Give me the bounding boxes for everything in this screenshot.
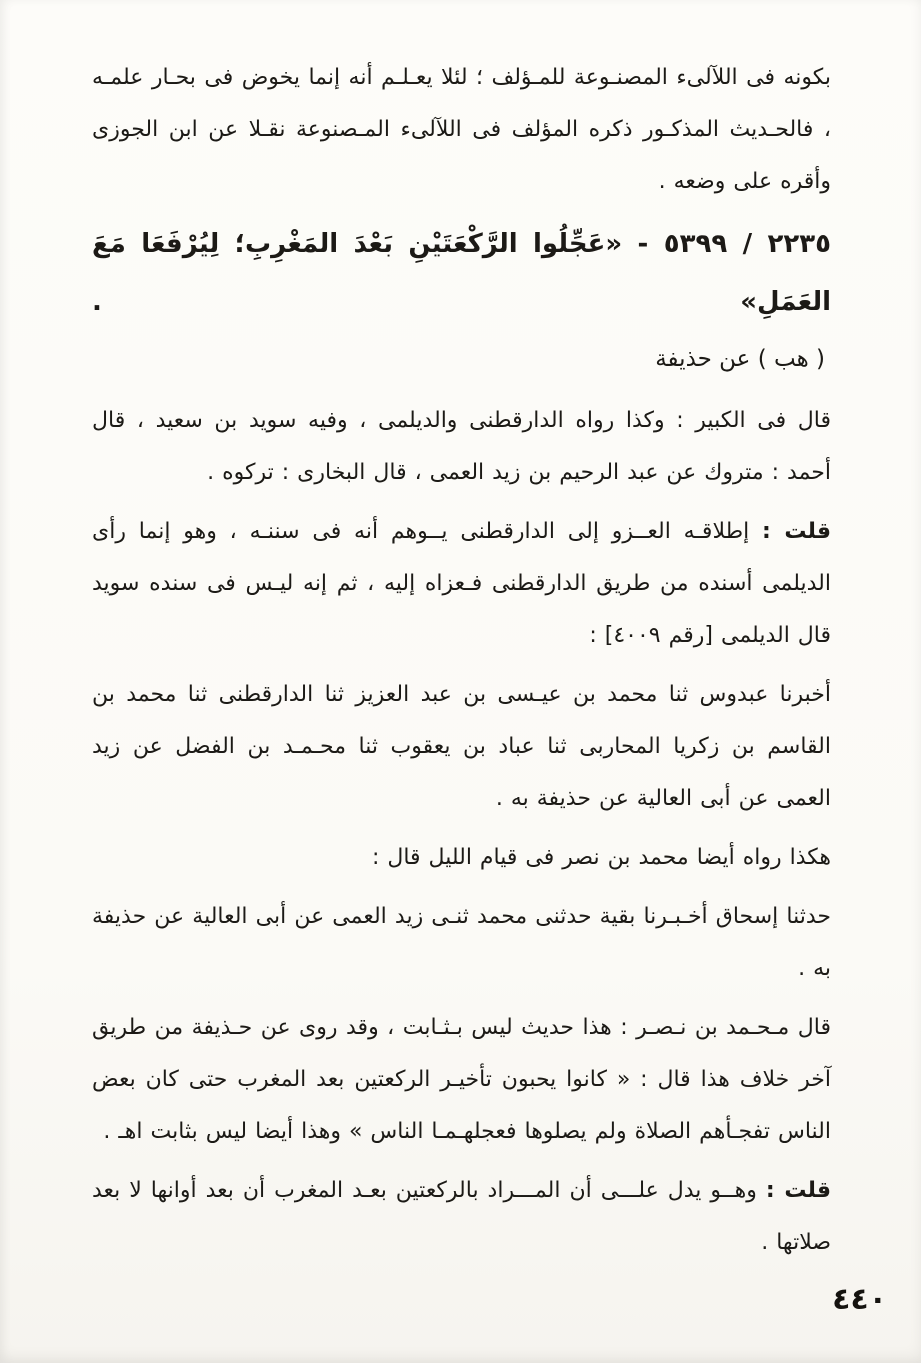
- qultu-paragraph-1: [92, 506, 831, 662]
- qultu-body-1: إطلاقـه العــزو إلى الدارقطنى يــوهم أنه فى سننـه ، وهو إنما رأى الديلمى أسنده من طريق الدارقطنى فـعزاه إليه ، ثم إنه ليـس فى سنده سويد قال الديلمى [رقم ٤٠٠٩] :: [92, 519, 831, 648]
- intro-paragraph: بكونه فى اللآلىء المصنـوعة للمـؤلف ؛ لئلا يعـلـم أنه إنما يخوض فى بحـار علمـه ، فالحـديث المذكـور ذكره المؤلف فى اللآلىء المـصنوعة نقـلا عن ابن الجوزى وأقره على وضعه .: [92, 65, 831, 194]
- ibn-nasr-intro-paragraph: هكذا رواه أيضا محمد بن نصر فى قيام الليل قال :: [371, 845, 831, 870]
- hadith-entry: [92, 215, 831, 331]
- hadith-separator: -: [637, 229, 649, 259]
- qultu-body-2: وهــو يدل علـــى أن المـــراد بالركعتين بعـد المغرب أن بعد أوانها لا بعد صلاتها .: [92, 1178, 831, 1255]
- isnad-ibn-nasr-paragraph: حدثنا إسحاق أخـبـرنا بقية حدثنى محمد ثنـى زيد العمى عن أبى العالية عن حذيفة به .: [92, 904, 831, 981]
- ibn-nasr-comment-paragraph: قال مـحـمد بن نـصـر : هذا حديث ليس بـثـابت ، وقد روى عن حـذيفة من طريق آخر خلاف هذا قال : « كانوا يحبون تأخيـر الركعتين بعد المغرب حتى كان بعض الناس تفجـأهم الصلاة ولم يصلوها فعجلهـمـا الناس » وهذا أيضا ليس بثابت اهـ .: [92, 1015, 831, 1144]
- hadith-number: ٢٢٣٥ / ٥٣٩٩: [663, 229, 831, 259]
- qultu-paragraph-2: [92, 1165, 831, 1269]
- page-number: ٤٤٠: [832, 1282, 887, 1317]
- hadith-attribution: ( هب ) عن حذيفة: [655, 346, 825, 372]
- commentary-kabir-paragraph: قال فى الكبير : وكذا رواه الدارقطنى والديلمى ، وفيه سويد بن سعيد ، قال أحمد : متروك عن عبد الرحيم بن زيد العمى ، قال البخارى : تركوه .: [92, 408, 831, 485]
- qultu-lead-1: قلت :: [762, 519, 831, 544]
- isnad-daylami-paragraph: أخبرنا عبدوس ثنا محمد بن عيـسى بن عبد العزيز ثنا الدارقطنى ثنا محمد بن القاسم بن زكريا المحاربى ثنا عباد بن يعقوب ثنا محـمـد بن الفضل عن زيد العمى عن أبى العالية عن حذيفة به .: [92, 682, 831, 811]
- hadith-text: «عَجِّلُوا الرَّكْعَتَيْنِ بَعْدَ المَغْرِبِ؛ لِيُرْفَعَا مَعَ العَمَلِ» .: [92, 229, 831, 317]
- qultu-lead-2: قلت :: [765, 1178, 831, 1203]
